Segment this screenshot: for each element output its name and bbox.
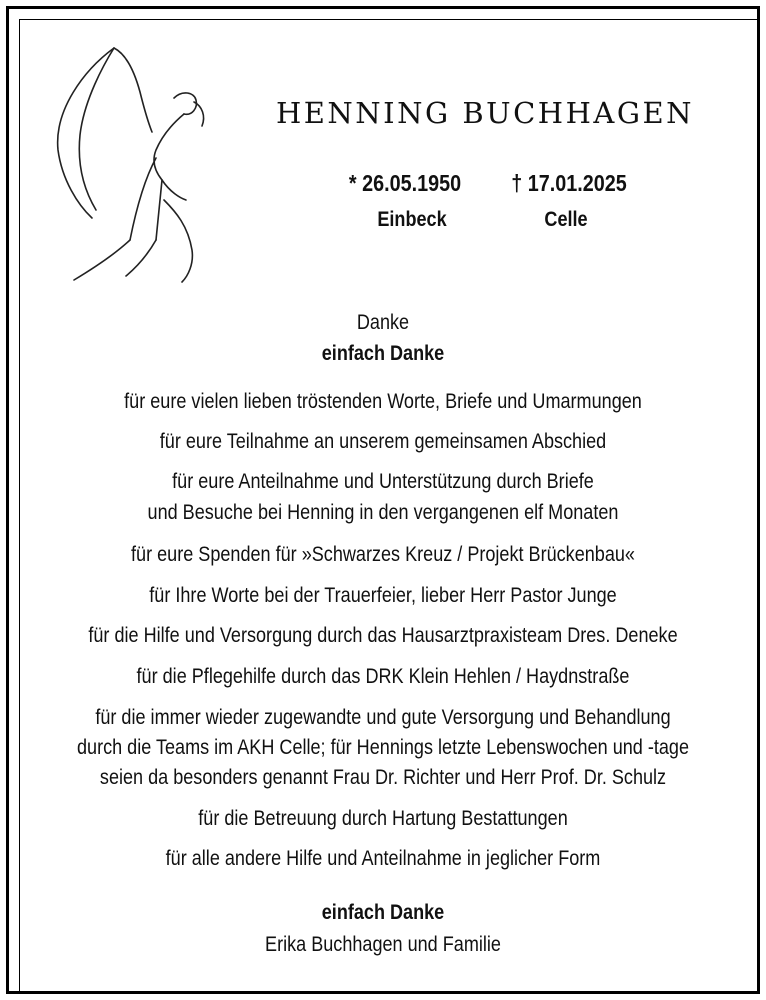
intro-text: Danke — [356, 311, 410, 334]
signature: Erika Buchhagen und Familie — [265, 933, 501, 956]
birth-place: Einbeck — [377, 208, 447, 231]
thanks-line: seien da besonders genannt Frau Dr. Richter und Herr Prof. Dr. Schulz — [99, 766, 667, 789]
thanks-line: für die immer wieder zugewandte und gute Versorgung und Behandlung — [95, 706, 671, 729]
thanks-line: für eure Anteilnahme und Unterstützung durch Briefe — [172, 470, 594, 493]
thanks-line: für eure Spenden für »Schwarzes Kreuz / Projekt Brückenbau« — [131, 543, 635, 566]
thanks-line: für die Betreuung durch Hartung Bestattungen — [198, 807, 568, 830]
death-date: † 17.01.2025 — [511, 170, 627, 196]
intro-bold-text: einfach Danke — [321, 342, 445, 365]
thanks-line: für die Hilfe und Versorgung durch das Hausarztpraxisteam Dres. Deneke — [88, 624, 678, 647]
thanks-line: für eure Teilnahme an unserem gemeinsamen Abschied — [159, 430, 607, 453]
thanks-line: durch die Teams im AKH Celle; für Hennings letzte Lebenswochen und -tage — [76, 736, 690, 759]
thanks-line: und Besuche bei Henning in den vergangenen elf Monaten — [147, 501, 619, 524]
birth-date: * 26.05.1950 — [348, 170, 462, 196]
death-place: Celle — [544, 208, 588, 231]
thanks-line: für Ihre Worte bei der Trauerfeier, lieber Herr Pastor Junge — [149, 584, 617, 607]
thanks-line: für eure vielen lieben tröstenden Worte, Briefe und Umarmungen — [124, 390, 642, 413]
deceased-name: HENNING BUCHHAGEN — [275, 96, 695, 130]
thanks-line: für die Pflegehilfe durch das DRK Klein Hehlen / Haydnstraße — [136, 665, 630, 688]
angel-line-drawing-icon — [44, 40, 234, 290]
thanks-line: für alle andere Hilfe und Anteilnahme in jeglicher Form — [165, 847, 601, 870]
closing-bold-text: einfach Danke — [321, 901, 445, 924]
